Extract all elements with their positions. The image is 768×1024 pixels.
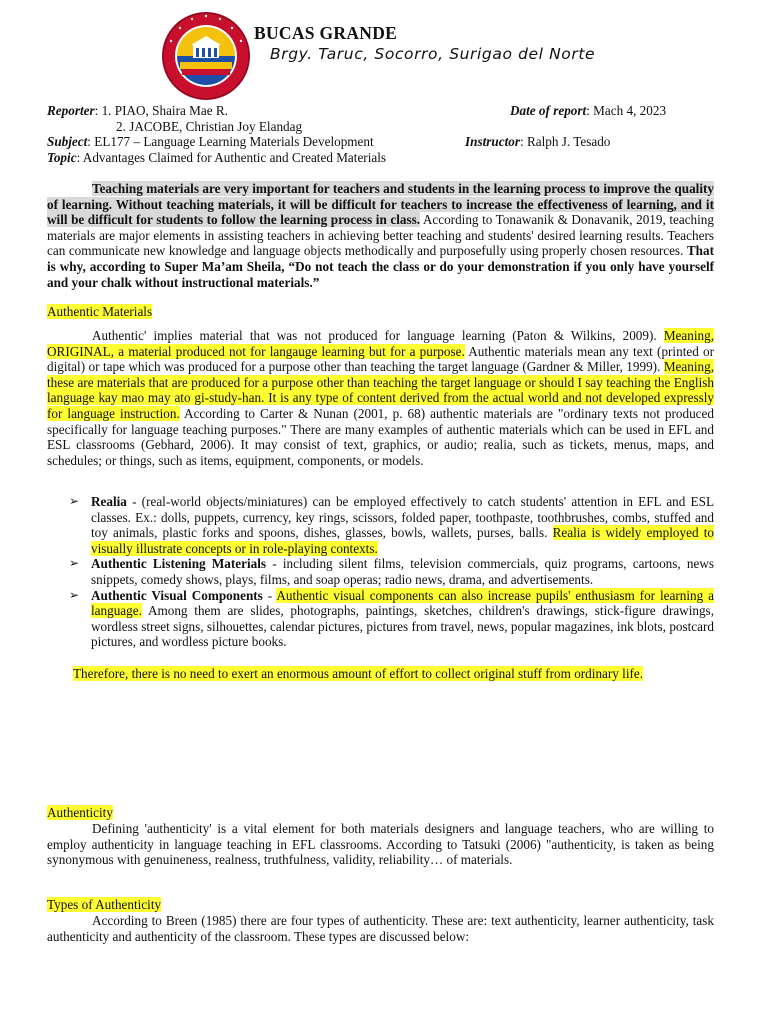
therefore-statement (73, 666, 643, 682)
bullet-highlight: Realia is widely employed to visually illustrate concepts or in role-playing contexts. (91, 525, 714, 556)
bullet-title: Authentic Listening Materials (91, 556, 267, 572)
bullet-title: Realia (91, 494, 127, 509)
authenticity-paragraph (47, 821, 714, 868)
authentic-p3: According to Carter & Nunan (2001, p. 68) authentic materials are "ordinary texts not produced specifically for language teaching purposes." There are many examples of authentic materials which can be used in EFL and ESL classrooms (Gebhard, 2006). It may consist of text, graphics, or audio; realia, such as tickets, menus, maps, and schedules; or things, such as items, equipment, components, or models. (47, 405, 714, 468)
therefore-text: Therefore, there is no need to exert an enormous amount of effort to collect original stuff from ordinary life. (73, 666, 644, 681)
authentic-materials-heading (47, 304, 152, 320)
list-item (47, 494, 714, 556)
authentic-paragraph (47, 328, 714, 468)
subject-value: : EL177 – Language Learning Materials Development (87, 134, 374, 149)
authenticity-heading-text: Authenticity (47, 805, 113, 820)
school-seal-logo (160, 10, 252, 102)
bullet-text: - (262, 587, 277, 603)
types-heading-text: Types of Authenticity (47, 897, 162, 912)
intro-text: According to Tonawanik & Donavanik, 2019, teaching materials are major elements in assisting teachers in achieving better teaching and students' desired learning results. Teachers can communicate new knowledge and language objects methodically and purposefully using properly chosen resources. (47, 212, 714, 259)
intro-paragraph (47, 181, 714, 290)
subject-line (47, 134, 374, 150)
reporter-label: Reporter (47, 103, 95, 118)
reporter-2: 2. JACOBE, Christian Joy Elandag (116, 119, 303, 134)
instructor-line (465, 134, 610, 150)
list-item (47, 556, 714, 587)
reporter-line-1 (47, 103, 228, 119)
date-label: Date of report (510, 103, 587, 118)
subject-label: Subject (47, 134, 88, 149)
school-name: BUCAS GRANDE (254, 23, 398, 43)
bullet-text: - including silent films, television commercials, quiz programs, cartoons, news snippets, comedy shows, plays, films, and soap operas; radio news, drama, and advertisements. (91, 556, 714, 587)
topic-value: : Advantages Claimed for Authentic and Created Materials (76, 150, 387, 165)
intro-bold-highlight: Teaching materials are very important for teachers and students in the learning process to improve the quality of learning. Without teaching materials, it will be difficult for teachers to increase the effectiveness of learning, and it will be difficult for students to follow the learning process in class. (47, 181, 714, 228)
arrow-bullet-icon: ➢ (69, 587, 80, 602)
intro-quote: That is why, according to Super Ma’am Sheila, “Do not teach the class or do your demonstration if you only have yourself and your chalk without instructional materials.” (47, 243, 714, 290)
topic-line (47, 150, 386, 166)
types-heading (47, 897, 161, 913)
types-text: According to Breen (1985) there are four types of authenticity. These are: text authenticity, learner authenticity, task authenticity and authenticity of the classroom. These types are discussed below: (47, 913, 714, 944)
authenticity-text: Defining 'authenticity' is a vital element for both materials designers and language teachers, who are willing to employ authenticity in language teaching in EFL classrooms. According to Tatsuki (2006) "authenticity, is taken as being synonymous with genuineness, realness, truthfulness, validity, reliability… of materials. (47, 821, 714, 868)
authentic-h1: Meaning, ORIGINAL, a material produced not for langauge learning but for a purpose. (47, 328, 714, 359)
bullet-text: - (real-world objects/miniatures) can be employed effectively to catch students' attention in EFL and ESL classes. Ex.: dolls, puppets, currency, key rings, scissors, folded paper, toothpaste, toothbrushes, combs, stuffed and toy animals, plastic forks and spoons, dishes, glasses, bowls, wallets, purses, balls. (91, 494, 714, 541)
school-address: Brgy. Taruc, Socorro, Surigao del Norte (270, 45, 596, 63)
instructor-label: Instructor (465, 134, 520, 149)
authentic-h2: Meaning, these are materials that are produced for a purpose other than teaching the target language or should I say teaching the English language kay mao may ato gi-study-han. It is any type of content derived from the actual world and not developed expressly for language instruction. (47, 359, 714, 421)
bullet-highlight: Authentic visual components can also increase pupils' enthusiasm for learning a language. (91, 587, 714, 619)
authentic-p1: Authentic' implies material that was not produced for language learning (Paton & Wilkins, 2009). (92, 328, 664, 343)
date-line (510, 103, 666, 119)
bullet-after: Among them are slides, photographs, paintings, sketches, children's drawings, stick-figure drawings, wordless street signs, silhouettes, calendar pictures, pictures from travel, news, popular magazines, ink blots, postcard pictures, and wordless picture books. (91, 603, 714, 650)
date-value: : Mach 4, 2023 (586, 103, 667, 118)
bullet-title: Authentic Visual Components (91, 587, 263, 603)
authentic-heading-text: Authentic Materials (47, 304, 153, 319)
types-paragraph (47, 913, 714, 944)
authentic-p2: Authentic materials mean any text (printed or digital) or tape which was produced for a purpose other than teaching the target language (Gardner & Miller, 1999). (47, 343, 715, 375)
topic-label: Topic (47, 150, 77, 165)
authentic-types-list (47, 494, 714, 650)
list-item (47, 588, 714, 650)
arrow-bullet-icon: ➢ (69, 556, 80, 571)
authenticity-heading (47, 805, 113, 821)
instructor-value: : Ralph J. Tesado (519, 134, 611, 149)
reporter-1: : 1. PIAO, Shaira Mae R. (94, 103, 228, 118)
arrow-bullet-icon: ➢ (69, 494, 80, 508)
